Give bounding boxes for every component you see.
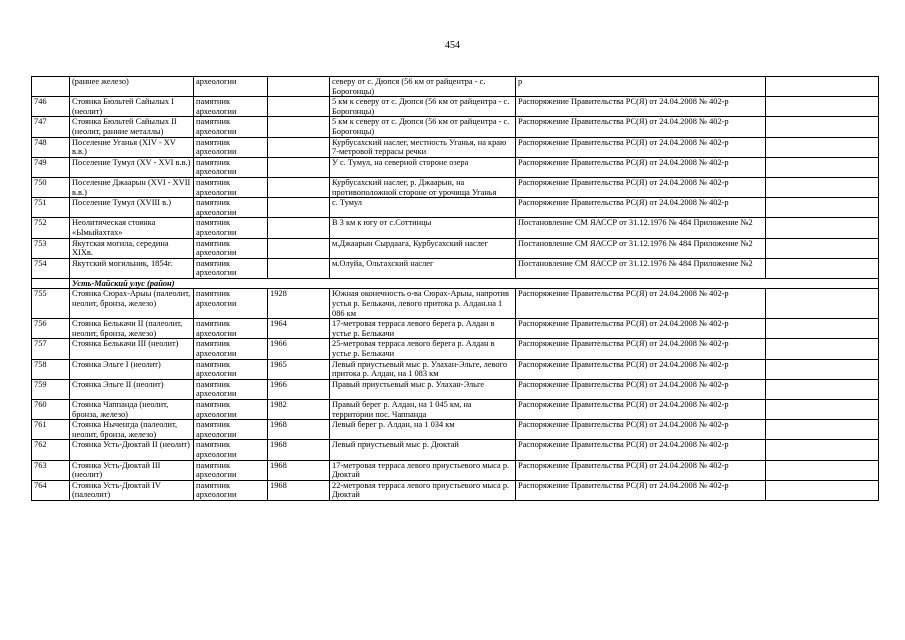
- category-cell: памятник археологии: [194, 339, 268, 359]
- category-cell: памятник археологии: [194, 117, 268, 137]
- date-cell: 1965: [268, 359, 330, 379]
- empty-cell: [766, 480, 879, 500]
- number-cell: 757: [32, 339, 70, 359]
- empty-cell: [766, 460, 879, 480]
- date-cell: [268, 77, 330, 97]
- date-cell: 1968: [268, 460, 330, 480]
- name-cell: Стоянка Бюльтей Сайылых II (неолит, ранние металлы): [70, 117, 194, 137]
- section-title: Усть-Майский улус (район): [70, 278, 879, 289]
- empty-cell: [766, 157, 879, 177]
- document-cell: Постановление СМ ЯАССР от 31.12.1976 № 484 Приложение №2: [516, 218, 766, 238]
- name-cell: Неолитическая стоянка «Ымыйахтах»: [70, 218, 194, 238]
- category-cell: памятник археологии: [194, 440, 268, 460]
- empty-cell: [766, 117, 879, 137]
- document-cell: Постановление СМ ЯАССР от 31.12.1976 № 484 Приложение №2: [516, 238, 766, 258]
- number-cell: 764: [32, 480, 70, 500]
- location-cell: Левый берег р. Алдан, на 1 034 км: [330, 420, 516, 440]
- table-row: [32, 319, 879, 339]
- category-cell: памятник археологии: [194, 177, 268, 197]
- date-cell: [268, 117, 330, 137]
- table-row: [32, 400, 879, 420]
- empty-cell: [766, 218, 879, 238]
- category-cell: памятник археологии: [194, 420, 268, 440]
- document-cell: Распоряжение Правительства РС(Я) от 24.04.2008 № 402-р: [516, 319, 766, 339]
- name-cell: Якутский могильник, 1854г.: [70, 258, 194, 278]
- number-cell: 760: [32, 400, 70, 420]
- name-cell: Стоянка Усть-Дюктай IV (палеолит): [70, 480, 194, 500]
- table-row: [32, 97, 879, 117]
- empty-cell: [766, 77, 879, 97]
- category-cell: археологии: [194, 77, 268, 97]
- table-row: [32, 359, 879, 379]
- location-cell: Правый берег р. Алдан, на 1 045 км, на территории пос. Чаппанда: [330, 400, 516, 420]
- document-cell: Распоряжение Правительства РС(Я) от 24.04.2008 № 402-р: [516, 480, 766, 500]
- location-cell: Курбусахский наслег, местность Уганья, на краю 7-метровой террасы речки: [330, 137, 516, 157]
- document-cell: Распоряжение Правительства РС(Я) от 24.04.2008 № 402-р: [516, 117, 766, 137]
- section-row: [32, 278, 879, 289]
- empty-cell: [766, 97, 879, 117]
- location-cell: м.Олуйа, Ольтахский наслег: [330, 258, 516, 278]
- document-cell: Распоряжение Правительства РС(Я) от 24.04.2008 № 402-р: [516, 137, 766, 157]
- table-row: [32, 137, 879, 157]
- category-cell: памятник археологии: [194, 198, 268, 218]
- empty-cell: [766, 400, 879, 420]
- name-cell: Стоянка Ныченгда (палеолит, неолит, бронза, железо): [70, 420, 194, 440]
- category-cell: памятник археологии: [194, 379, 268, 399]
- name-cell: Стоянка Сюрах-Арыы (палеолит, неолит, бронза, железо): [70, 289, 194, 319]
- location-cell: В 3 км к югу от с.Соттинцы: [330, 218, 516, 238]
- name-cell: Стоянка Белькачи III (неолит): [70, 339, 194, 359]
- name-cell: Стоянка Бюльтей Сайылых I (неолит): [70, 97, 194, 117]
- number-cell: 746: [32, 97, 70, 117]
- empty-cell: [766, 420, 879, 440]
- name-cell: Стоянка Эльге I (неолит): [70, 359, 194, 379]
- date-cell: 1968: [268, 440, 330, 460]
- location-cell: Левый приустьевый мыс р. Дюктай: [330, 440, 516, 460]
- number-cell: 749: [32, 157, 70, 177]
- empty-cell: [766, 440, 879, 460]
- number-cell: 752: [32, 218, 70, 238]
- name-cell: Поселение Тумул (XV - XVI в.в.): [70, 157, 194, 177]
- table-row: [32, 339, 879, 359]
- location-cell: Южная оконечность о-ва Сюрах-Арыы, напротив устья р. Белькачи, левого притока р. Алдан.на 1 086 км: [330, 289, 516, 319]
- number-cell: 755: [32, 289, 70, 319]
- location-cell: 17-метровая терраса левого приустьевого мыса р. Дюктай: [330, 460, 516, 480]
- empty-cell: [766, 198, 879, 218]
- category-cell: памятник археологии: [194, 157, 268, 177]
- table-row: [32, 218, 879, 238]
- date-cell: 1968: [268, 480, 330, 500]
- number-cell: 753: [32, 238, 70, 258]
- number-cell: 758: [32, 359, 70, 379]
- location-cell: Левый приустьевый мыс р. Улахан-Эльге, левого притока р. Алдан, на 1 083 км: [330, 359, 516, 379]
- date-cell: 1966: [268, 379, 330, 399]
- number-cell: 763: [32, 460, 70, 480]
- number-cell: 754: [32, 258, 70, 278]
- document-cell: Распоряжение Правительства РС(Я) от 24.04.2008 № 402-р: [516, 440, 766, 460]
- document-cell: Постановление СМ ЯАССР от 31.12.1976 № 484 Приложение №2: [516, 258, 766, 278]
- number-cell: 762: [32, 440, 70, 460]
- table-row: [32, 177, 879, 197]
- name-cell: Поселение Джаарын (XVI - XVII в.в.): [70, 177, 194, 197]
- empty-cell: [766, 238, 879, 258]
- name-cell: Якутская могила, середина XIXв.: [70, 238, 194, 258]
- name-cell: Стоянка Усть-Дюктай III (неолит): [70, 460, 194, 480]
- number-cell: 751: [32, 198, 70, 218]
- document-cell: Распоряжение Правительства РС(Я) от 24.04.2008 № 402-р: [516, 177, 766, 197]
- name-cell: Поселение Уганья (XIV - XV в.в.): [70, 137, 194, 157]
- date-cell: 1968: [268, 420, 330, 440]
- table-row: [32, 480, 879, 500]
- empty-cell: [766, 137, 879, 157]
- location-cell: 25-метровая терраса левого берега р. Алдан в устье р. Белькачи: [330, 339, 516, 359]
- name-cell: Стоянка Белькачи II (палеолит, неолит, бронза, железо): [70, 319, 194, 339]
- location-cell: 5 км к северу от с. Дюпся (56 км от райцентра - с. Борогонцы): [330, 97, 516, 117]
- document-cell: Распоряжение Правительства РС(Я) от 24.04.2008 № 402-р: [516, 400, 766, 420]
- number-cell: 761: [32, 420, 70, 440]
- date-cell: [268, 258, 330, 278]
- number-cell: 750: [32, 177, 70, 197]
- number-cell: 747: [32, 117, 70, 137]
- empty-cell: [766, 379, 879, 399]
- category-cell: памятник археологии: [194, 238, 268, 258]
- page-number: 454: [445, 40, 460, 51]
- category-cell: памятник археологии: [194, 480, 268, 500]
- table-row: [32, 440, 879, 460]
- date-cell: [268, 198, 330, 218]
- category-cell: памятник археологии: [194, 137, 268, 157]
- location-cell: Правый приустьевый мыс р. Улахан-Эльге: [330, 379, 516, 399]
- document-cell: Распоряжение Правительства РС(Я) от 24.04.2008 № 402-р: [516, 157, 766, 177]
- table-row: [32, 198, 879, 218]
- number-cell: 759: [32, 379, 70, 399]
- date-cell: 1966: [268, 339, 330, 359]
- date-cell: [268, 218, 330, 238]
- name-cell: Поселение Тумул (XVIII в.): [70, 198, 194, 218]
- table-row: [32, 379, 879, 399]
- date-cell: 1928: [268, 289, 330, 319]
- date-cell: 1964: [268, 319, 330, 339]
- date-cell: [268, 238, 330, 258]
- category-cell: памятник археологии: [194, 400, 268, 420]
- location-cell: с. Тумул: [330, 198, 516, 218]
- table-row: [32, 157, 879, 177]
- number-cell: [32, 278, 70, 289]
- name-cell: Стоянка Эльге II (неолит): [70, 379, 194, 399]
- date-cell: [268, 137, 330, 157]
- monuments-table: [31, 76, 879, 501]
- name-cell: Стоянка Чаппанда (неолит, бронза, железо): [70, 400, 194, 420]
- document-cell: Распоряжение Правительства РС(Я) от 24.04.2008 № 402-р: [516, 379, 766, 399]
- name-cell: Стоянка Усть-Дюктай II (неолит): [70, 440, 194, 460]
- location-cell: 17-метровая терраса левого берега р. Алдан в устье р. Белькачи: [330, 319, 516, 339]
- table-row: [32, 238, 879, 258]
- empty-cell: [766, 177, 879, 197]
- location-cell: Курбусахский наслег, р. Джаарын, на противоположной стороне от урочища Уганья: [330, 177, 516, 197]
- empty-cell: [766, 289, 879, 319]
- table-body: [32, 77, 879, 501]
- table-row: [32, 420, 879, 440]
- table-row: [32, 460, 879, 480]
- document-cell: р: [516, 77, 766, 97]
- category-cell: памятник археологии: [194, 97, 268, 117]
- number-cell: [32, 77, 70, 97]
- table-row: [32, 258, 879, 278]
- location-cell: 22-метровая терраса левого приустьевого мыса р. Дюктай: [330, 480, 516, 500]
- category-cell: памятник археологии: [194, 359, 268, 379]
- document-cell: Распоряжение Правительства РС(Я) от 24.04.2008 № 402-р: [516, 198, 766, 218]
- table-row: [32, 117, 879, 137]
- category-cell: памятник археологии: [194, 258, 268, 278]
- table-row: [32, 289, 879, 319]
- document-cell: Распоряжение Правительства РС(Я) от 24.04.2008 № 402-р: [516, 420, 766, 440]
- category-cell: памятник археологии: [194, 289, 268, 319]
- location-cell: У с. Тумул, на северной стороне озера: [330, 157, 516, 177]
- location-cell: м.Джаарын Сырдаага, Курбусахский наслег: [330, 238, 516, 258]
- document-cell: Распоряжение Правительства РС(Я) от 24.04.2008 № 402-р: [516, 97, 766, 117]
- empty-cell: [766, 339, 879, 359]
- number-cell: 748: [32, 137, 70, 157]
- date-cell: [268, 157, 330, 177]
- name-cell: (раннее железо): [70, 77, 194, 97]
- number-cell: 756: [32, 319, 70, 339]
- document-cell: Распоряжение Правительства РС(Я) от 24.04.2008 № 402-р: [516, 359, 766, 379]
- date-cell: 1982: [268, 400, 330, 420]
- category-cell: памятник археологии: [194, 319, 268, 339]
- empty-cell: [766, 359, 879, 379]
- document-cell: Распоряжение Правительства РС(Я) от 24.04.2008 № 402-р: [516, 339, 766, 359]
- document-cell: Распоряжение Правительства РС(Я) от 24.04.2008 № 402-р: [516, 289, 766, 319]
- category-cell: памятник археологии: [194, 218, 268, 238]
- empty-cell: [766, 319, 879, 339]
- empty-cell: [766, 258, 879, 278]
- location-cell: северу от с. Дюпся (56 км от райцентра - с. Борогонцы): [330, 77, 516, 97]
- table-row: [32, 77, 879, 97]
- document-cell: Распоряжение Правительства РС(Я) от 24.04.2008 № 402-р: [516, 460, 766, 480]
- location-cell: 5 км к северу от с. Дюпся (56 км от райцентра - с. Борогонцы): [330, 117, 516, 137]
- category-cell: памятник археологии: [194, 460, 268, 480]
- date-cell: [268, 97, 330, 117]
- date-cell: [268, 177, 330, 197]
